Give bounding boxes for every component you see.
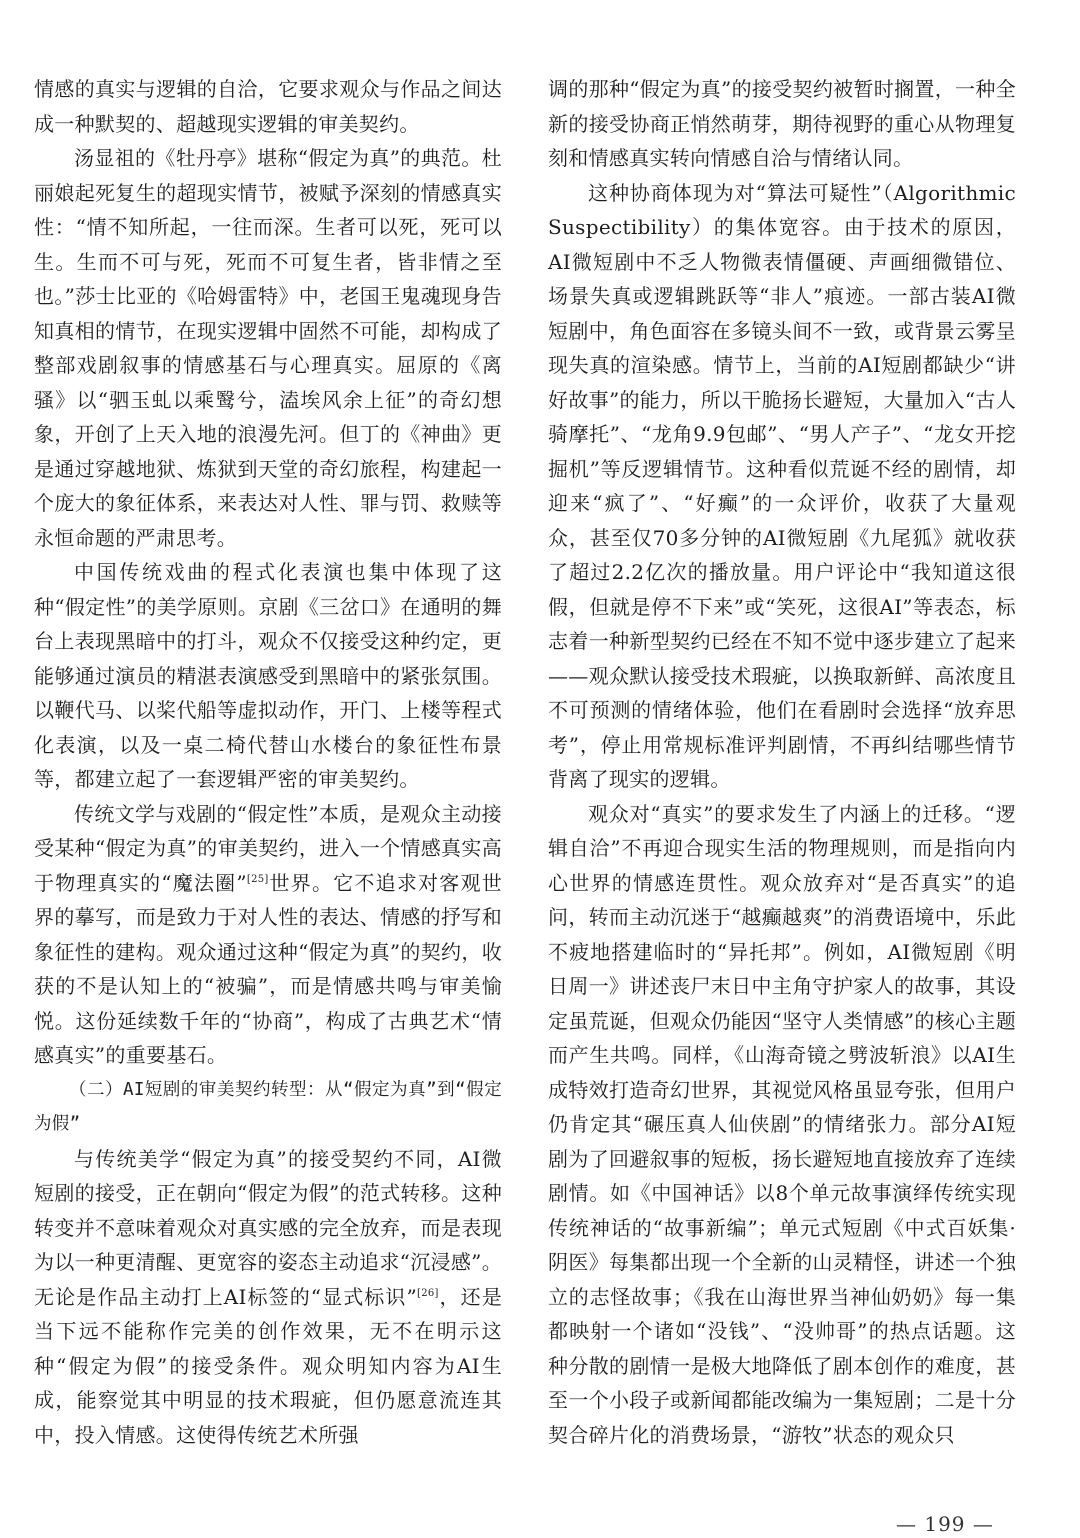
section-heading: （二）AI短剧的审美契约转型：从“假定为真”到“假定为假”	[34, 1079, 502, 1134]
left-column	[34, 72, 502, 1452]
page-number: — 199 —	[896, 1512, 994, 1536]
paragraph: 中国传统戏曲的程式化表演也集中体现了这种“假定性”的美学原则。京剧《三岔口》在通明的舞台上表现黑暗中的打斗，观众不仅接受这种约定，更能够通过演员的精湛表演感受到黑暗中的紧张氛围。以鞭代马、以桨代船等虚拟动作，开门、上楼等程式化表演，以及一桌二椅代替山水楼台的象征性布景等，都建立起了一套逻辑严密的审美契约。	[34, 560, 502, 791]
paragraph: 观众对“真实”的要求发生了内涵上的迁移。“逻辑自洽”不再迎合现实生活的物理规则，而是指向内心世界的情感连贯性。观众放弃对“是否真实”的追问，转而主动沉迷于“越癫越爽”的消费语境中，乐此不疲地搭建临时的“异托邦”。例如，AI微短剧《明日周一》讲述丧尸末日中主角守护家人的故事，其设定虽荒诞，但观众仍能因“坚守人类情感”的核心主题而产生共鸣。同样，《山海奇镜之劈波斩浪》以AI生成特效打造奇幻世界，其视觉风格虽显夸张，但用户仍肯定其“碾压真人仙侠剧”的情绪张力。部分AI短剧为了回避叙事的短板，扬长避短地直接放弃了连续剧情。如《中国神话》以8个单元故事演绎传统实现传统神话的“故事新编”；单元式短剧《中式百妖集·阴医》每集都出现一个全新的山灵精怪，讲述一个独立的志怪故事；《我在山海世界当神仙奶奶》每一集都映射一个诸如“没钱”、“没帅哥”的热点话题。这种分散的剧情一是极大地降低了剧本创作的难度，甚至一个小段子或新闻都能改编为一集短剧；二是十分契合碎片化的消费场景，“游牧”状态的观众只	[548, 801, 1016, 1447]
paragraph: 这种协商体现为对“算法可疑性”（Algorithmic Suspectibility）的集体宽容。由于技术的原因，AI微短剧中不乏人物微表情僵硬、声画细微错位、场景失真或逻辑跳跃等“非人”痕迹。一部古装AI微短剧中，角色面容在多镜头间不一致，或背景云雾呈现失真的渲染感。情节上，当前的AI短剧都缺少“讲好故事”的能力，所以干脆扬长避短，大量加入“古人骑摩托”、“龙角9.9包邮”、“男人产子”、“龙女开挖掘机”等反逻辑情节。这种看似荒诞不经的剧情，却迎来“疯了”、“好癫”的一众评价，收获了大量观众，甚至仅70多分钟的AI微短剧《九尾狐》就收获了超过2.2亿次的播放量。用户评论中“我知道这很假，但就是停不下来”或“笑死，这很AI”等表态，标志着一种新型契约已经在不知不觉中逐步建立了起来——观众默认接受技术瑕疵，以换取新鲜、高浓度且不可预测的情绪体验，他们在看剧时会选择“放弃思考”，停止用常规标准评判剧情，不再纠结哪些情节背离了现实的逻辑。	[548, 180, 1016, 791]
paragraph-text: 传统文学与戏剧的“假定性”本质，是观众主动接受某种“假定为真”的审美契约，进入一个情感真实高于物理真实的“魔法圈”	[34, 801, 502, 895]
right-column	[548, 72, 1016, 1452]
paragraph	[34, 1142, 502, 1453]
paragraph-text: 世界。它不追求对客观世界的摹写，而是致力于对人性的表达、情感的抒写和象征性的建构。观众通过这种“假定为真”的契约，收获的不是认知上的“被骗”，而是情感共鸣与审美愉悦。这份延续数千年的“协商”，构成了古典艺术“情感真实”的重要基石。	[34, 870, 502, 1067]
paragraph	[34, 797, 502, 1073]
citation-ref: [26]	[417, 1287, 439, 1299]
citation-ref: [25]	[246, 873, 269, 885]
paragraph: 情感的真实与逻辑的自洽，它要求观众与作品之间达成一种默契的、超越现实逻辑的审美契约。	[34, 77, 502, 136]
paragraph: 调的那种“假定为真”的接受契约被暂时搁置，一种全新的接受协商正悄然萌芽，期待视野的重心从物理复刻和情感真实转向情感自洽与情绪认同。	[548, 77, 1016, 170]
paragraph-text: 与传统美学“假定为真”的接受契约不同，AI微短剧的接受，正在朝向“假定为假”的范式转移。这种转变并不意味着观众对真实感的完全放弃，而是表现为以一种更清醒、更宽容的姿态主动追求“沉浸感”。无论是作品主动打上AI标签的“显式标识”	[34, 1146, 502, 1309]
paragraph-text: ，还是当下远不能称作完美的创作效果，无不在明示这种“假定为假”的接受条件。观众明知内容为AI生成，能察觉其中明显的技术瑕疵，但仍愿意流连其中，投入情感。这使得传统艺术所强	[34, 1284, 503, 1447]
paragraph: 汤显祖的《牡丹亭》堪称“假定为真”的典范。杜丽娘起死复生的超现实情节，被赋予深刻的情感真实性：“情不知所起，一往而深。生者可以死，死可以生。生而不可与死，死而不可复生者，皆非情之至也。”莎士比亚的《哈姆雷特》中，老国王鬼魂现身告知真相的情节，在现实逻辑中固然不可能，却构成了整部戏剧叙事的情感基石与心理真实。屈原的《离骚》以“驷玉虬以乘鹥兮，溘埃风余上征”的奇幻想象，开创了上天入地的浪漫先河。但丁的《神曲》更是通过穿越地狱、炼狱到天堂的奇幻旅程，构建起一个庞大的象征体系，来表达对人性、罪与罚、救赎等永恒命题的严肃思考。	[34, 146, 502, 550]
